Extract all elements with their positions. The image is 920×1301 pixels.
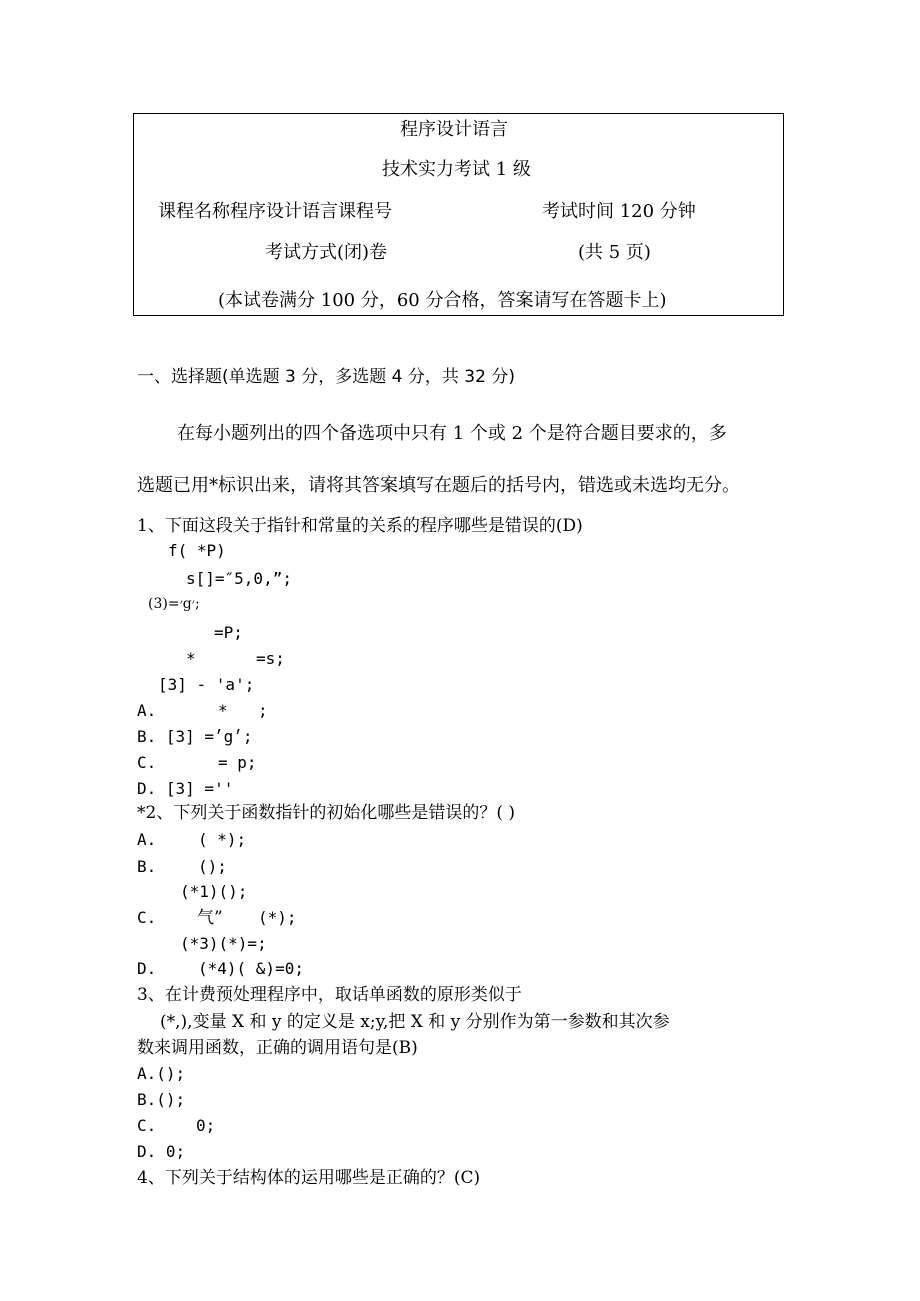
exam-header-box bbox=[133, 113, 784, 316]
q2-line: C. bbox=[137, 908, 157, 927]
q2-line: B. bbox=[137, 857, 157, 876]
q1-code-line: [3] - 'a'; bbox=[158, 675, 255, 694]
q1-option: D. [3] ='' bbox=[137, 779, 234, 798]
instruction-line-2: 选题已用*标识出来，请将其答案填写在题后的括号内，错选或未选均无分。 bbox=[137, 475, 740, 496]
question-3-line-2: (*,),变量 X 和 y 的定义是 x;y,把 X 和 y 分别作为第一参数和其次参 bbox=[160, 1012, 670, 1032]
q2-line: (*3)(*)=; bbox=[180, 934, 267, 953]
course-name: 课程名称程序设计语言课程号 bbox=[158, 201, 392, 222]
q1-code-line: (3)=׳g׳; bbox=[148, 596, 200, 612]
q1-option: ; bbox=[258, 701, 268, 720]
q3-option: C. bbox=[137, 1116, 157, 1135]
q2-line: D. bbox=[137, 959, 157, 978]
q3-option: B.(); bbox=[137, 1090, 186, 1109]
page-count: (共 5 页) bbox=[578, 242, 651, 263]
question-2-stem: *2、下列关于函数指针的初始化哪些是错误的？( ) bbox=[137, 803, 515, 823]
q1-code-line: =s; bbox=[256, 649, 285, 668]
q3-option: 0; bbox=[196, 1116, 216, 1135]
q2-line: ( *); bbox=[198, 830, 247, 849]
instruction-line-1: 在每小题列出的四个备选项中只有 1 个或 2 个是符合题目要求的，多 bbox=[177, 423, 727, 444]
question-3-line-3: 数来调用函数，正确的调用语句是(B) bbox=[137, 1038, 418, 1058]
exam-mode: 考试方式(闭)卷 bbox=[265, 242, 388, 263]
exam-note: (本试卷满分 100 分，60 分合格，答案请写在答题卡上) bbox=[218, 290, 667, 311]
q2-line: (*); bbox=[258, 908, 297, 927]
q1-option: A. bbox=[137, 701, 157, 720]
question-4-stem: 4、下列关于结构体的运用哪些是正确的？(C) bbox=[137, 1168, 481, 1188]
q2-line: A. bbox=[137, 830, 157, 849]
q2-line: 气” bbox=[197, 908, 223, 928]
section-title: 一、选择题(单选题 3 分，多选题 4 分，共 32 分) bbox=[137, 367, 515, 387]
q1-code-line: * bbox=[186, 649, 196, 668]
q1-option: * bbox=[218, 701, 228, 720]
header-title: 程序设计语言 bbox=[400, 119, 508, 140]
q1-option: = p; bbox=[218, 753, 257, 772]
question-3-stem: 3、在计费预处理程序中，取话单函数的原形类似于 bbox=[137, 985, 522, 1005]
exam-time: 考试时间 120 分钟 bbox=[542, 201, 696, 222]
q1-option: C. bbox=[137, 753, 157, 772]
q2-line: (*4)( &)=0; bbox=[198, 959, 304, 978]
q3-option: A.(); bbox=[137, 1064, 186, 1083]
q1-code-line: =P; bbox=[214, 623, 243, 642]
q1-option: B. [3] =׳g׳; bbox=[137, 727, 253, 746]
header-subtitle: 技术实力考试 1 级 bbox=[382, 159, 531, 180]
question-1-stem: 1、下面这段关于指针和常量的关系的程序哪些是错误的(D) bbox=[137, 516, 583, 536]
q1-code-line: s[]=″5,0,”; bbox=[186, 569, 292, 588]
q2-line: (); bbox=[198, 857, 227, 876]
q1-code-line: f( *P) bbox=[168, 541, 226, 560]
q3-option: D. 0; bbox=[137, 1142, 186, 1161]
q2-line: (*1)(); bbox=[180, 882, 248, 901]
